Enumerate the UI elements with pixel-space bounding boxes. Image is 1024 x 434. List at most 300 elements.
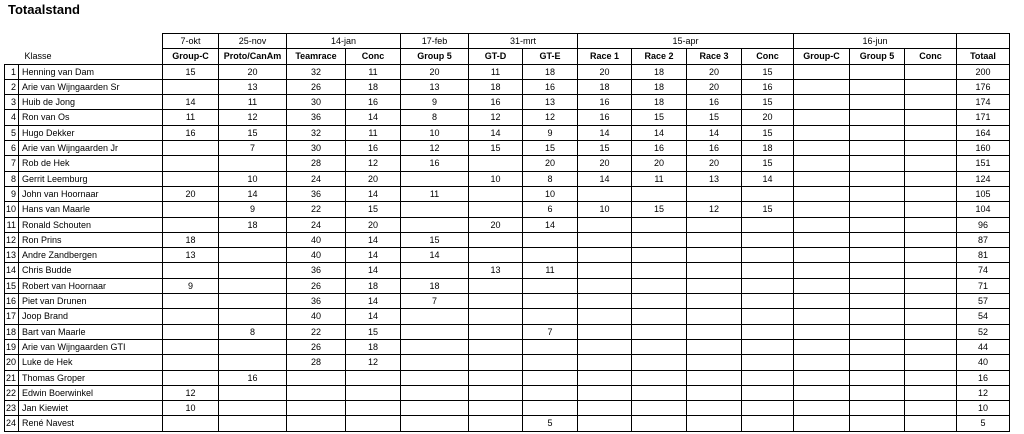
score-cell: 14 <box>578 125 632 140</box>
score-cell <box>905 125 957 140</box>
score-cell <box>794 186 850 201</box>
score-cell <box>401 324 469 339</box>
score-cell <box>687 278 742 293</box>
position-cell: 19 <box>5 339 19 354</box>
score-cell: 15 <box>163 64 219 79</box>
score-cell <box>905 202 957 217</box>
score-cell <box>687 186 742 201</box>
score-cell <box>346 416 401 431</box>
score-cell <box>905 186 957 201</box>
score-cell: 12 <box>219 110 287 125</box>
score-cell: 8 <box>219 324 287 339</box>
table-row <box>5 370 1010 385</box>
score-cell: 10 <box>401 125 469 140</box>
score-cell <box>850 110 905 125</box>
driver-name: Arie van Wijngaarden Jr <box>19 141 163 156</box>
score-cell <box>578 217 632 232</box>
score-cell: 20 <box>346 171 401 186</box>
score-cell: 14 <box>401 248 469 263</box>
score-cell <box>523 278 578 293</box>
score-cell <box>905 309 957 324</box>
position-cell: 7 <box>5 156 19 171</box>
date-header: 16-jun <box>794 34 957 49</box>
score-cell <box>163 370 219 385</box>
score-cell <box>469 294 523 309</box>
total-cell: 104 <box>957 202 1010 217</box>
score-cell: 12 <box>687 202 742 217</box>
score-cell: 20 <box>163 186 219 201</box>
score-cell: 20 <box>346 217 401 232</box>
score-cell <box>794 355 850 370</box>
table-row <box>5 95 1010 110</box>
score-cell <box>163 339 219 354</box>
position-cell: 2 <box>5 79 19 94</box>
score-cell: 20 <box>469 217 523 232</box>
score-cell: 8 <box>401 110 469 125</box>
position-cell: 18 <box>5 324 19 339</box>
score-cell <box>687 232 742 247</box>
score-cell <box>219 355 287 370</box>
klasse-label: Klasse <box>24 51 52 62</box>
table-row <box>5 416 1010 431</box>
score-cell: 13 <box>469 263 523 278</box>
score-cell: 40 <box>287 248 346 263</box>
score-cell <box>905 385 957 400</box>
position-cell: 20 <box>5 355 19 370</box>
score-cell: 36 <box>287 294 346 309</box>
score-cell <box>163 156 219 171</box>
driver-name: Jan Kiewiet <box>19 401 163 416</box>
column-header: Race 1 <box>578 49 632 64</box>
score-cell <box>850 79 905 94</box>
score-cell <box>632 355 687 370</box>
score-cell <box>578 339 632 354</box>
score-cell <box>794 324 850 339</box>
score-cell <box>905 324 957 339</box>
score-cell <box>905 110 957 125</box>
score-cell <box>219 156 287 171</box>
total-cell: 12 <box>957 385 1010 400</box>
score-cell <box>578 232 632 247</box>
position-cell: 6 <box>5 141 19 156</box>
driver-name: Andre Zandbergen <box>19 248 163 263</box>
score-cell: 9 <box>401 95 469 110</box>
position-cell: 13 <box>5 248 19 263</box>
score-cell <box>469 370 523 385</box>
column-header: Totaal <box>957 49 1010 64</box>
score-cell <box>742 370 794 385</box>
score-cell <box>632 278 687 293</box>
score-cell <box>742 294 794 309</box>
score-cell: 20 <box>687 64 742 79</box>
score-cell: 9 <box>163 278 219 293</box>
score-cell: 20 <box>219 64 287 79</box>
position-cell: 21 <box>5 370 19 385</box>
score-cell: 10 <box>523 186 578 201</box>
total-cell: 87 <box>957 232 1010 247</box>
score-cell <box>905 294 957 309</box>
score-cell <box>850 278 905 293</box>
score-cell: 14 <box>163 95 219 110</box>
score-cell <box>632 232 687 247</box>
score-cell <box>905 263 957 278</box>
score-cell <box>905 79 957 94</box>
score-cell <box>850 416 905 431</box>
score-cell <box>905 64 957 79</box>
table-row <box>5 202 1010 217</box>
total-cell: 57 <box>957 294 1010 309</box>
score-cell <box>632 416 687 431</box>
score-cell <box>850 156 905 171</box>
score-cell: 11 <box>346 64 401 79</box>
score-cell: 9 <box>523 125 578 140</box>
column-header: Group-C <box>163 49 219 64</box>
score-cell <box>687 248 742 263</box>
score-cell <box>578 248 632 263</box>
table-row <box>5 324 1010 339</box>
score-cell: 14 <box>523 217 578 232</box>
score-cell: 18 <box>469 79 523 94</box>
score-cell <box>523 232 578 247</box>
score-cell: 15 <box>742 202 794 217</box>
score-cell <box>905 339 957 354</box>
total-cell: 71 <box>957 278 1010 293</box>
score-cell <box>523 385 578 400</box>
score-cell <box>469 339 523 354</box>
score-cell <box>687 355 742 370</box>
score-cell <box>469 156 523 171</box>
score-cell <box>163 294 219 309</box>
score-cell: 13 <box>163 248 219 263</box>
score-cell <box>219 401 287 416</box>
driver-name: Robert van Hoornaar <box>19 278 163 293</box>
total-cell: 16 <box>957 370 1010 385</box>
score-cell <box>578 324 632 339</box>
score-cell <box>578 309 632 324</box>
score-cell <box>687 370 742 385</box>
score-cell: 18 <box>346 79 401 94</box>
score-cell: 10 <box>578 202 632 217</box>
score-cell <box>742 416 794 431</box>
score-cell <box>578 416 632 431</box>
score-cell: 14 <box>219 186 287 201</box>
score-cell <box>850 64 905 79</box>
score-cell <box>578 294 632 309</box>
score-cell: 28 <box>287 355 346 370</box>
score-cell <box>163 309 219 324</box>
score-cell: 10 <box>219 171 287 186</box>
score-cell: 26 <box>287 339 346 354</box>
score-cell: 14 <box>346 263 401 278</box>
score-cell: 14 <box>346 248 401 263</box>
driver-name: Chris Budde <box>19 263 163 278</box>
score-cell <box>632 248 687 263</box>
total-cell: 52 <box>957 324 1010 339</box>
column-header: Proto/CanAm <box>219 49 287 64</box>
score-cell: 22 <box>287 202 346 217</box>
score-cell <box>401 401 469 416</box>
score-cell <box>687 339 742 354</box>
position-cell: 23 <box>5 401 19 416</box>
score-cell <box>163 79 219 94</box>
score-cell <box>794 416 850 431</box>
table-row <box>5 355 1010 370</box>
score-cell: 15 <box>632 202 687 217</box>
score-cell: 16 <box>742 79 794 94</box>
score-cell <box>794 339 850 354</box>
score-cell: 15 <box>346 324 401 339</box>
score-cell <box>523 309 578 324</box>
driver-name: Luke de Hek <box>19 355 163 370</box>
position-cell: 14 <box>5 263 19 278</box>
total-cell: 124 <box>957 171 1010 186</box>
score-cell <box>905 355 957 370</box>
driver-name: Gerrit Leemburg <box>19 171 163 186</box>
driver-name: Huib de Jong <box>19 95 163 110</box>
position-cell: 3 <box>5 95 19 110</box>
score-cell <box>219 385 287 400</box>
score-cell <box>401 355 469 370</box>
score-cell: 12 <box>346 355 401 370</box>
score-cell: 14 <box>346 110 401 125</box>
score-cell <box>632 370 687 385</box>
score-cell: 15 <box>219 125 287 140</box>
score-cell <box>794 263 850 278</box>
table-row <box>5 278 1010 293</box>
score-cell <box>632 324 687 339</box>
score-cell: 40 <box>287 232 346 247</box>
score-cell: 18 <box>346 278 401 293</box>
column-header: Group 5 <box>850 49 905 64</box>
driver-name: Bart van Maarle <box>19 324 163 339</box>
score-cell <box>219 263 287 278</box>
table-row <box>5 110 1010 125</box>
score-cell: 16 <box>163 125 219 140</box>
score-cell <box>632 294 687 309</box>
score-cell: 12 <box>523 110 578 125</box>
score-cell: 11 <box>163 110 219 125</box>
score-cell: 14 <box>346 186 401 201</box>
score-cell <box>401 370 469 385</box>
score-cell <box>687 263 742 278</box>
position-cell: 1 <box>5 64 19 79</box>
score-cell <box>219 232 287 247</box>
score-cell: 18 <box>401 278 469 293</box>
score-cell <box>850 186 905 201</box>
standings-table <box>4 33 1010 432</box>
score-cell <box>742 385 794 400</box>
score-cell <box>401 416 469 431</box>
score-cell <box>163 202 219 217</box>
score-cell <box>346 401 401 416</box>
score-cell <box>687 309 742 324</box>
score-cell <box>794 95 850 110</box>
score-cell: 16 <box>632 141 687 156</box>
score-cell: 20 <box>578 156 632 171</box>
score-cell <box>287 370 346 385</box>
score-cell: 18 <box>163 232 219 247</box>
score-cell: 10 <box>469 171 523 186</box>
score-cell <box>578 263 632 278</box>
score-cell <box>742 309 794 324</box>
table-row <box>5 385 1010 400</box>
column-header: Conc <box>742 49 794 64</box>
score-cell <box>905 141 957 156</box>
driver-name: Hugo Dekker <box>19 125 163 140</box>
score-cell <box>523 370 578 385</box>
score-cell <box>578 370 632 385</box>
score-cell <box>346 370 401 385</box>
score-cell: 15 <box>469 141 523 156</box>
score-cell <box>163 171 219 186</box>
driver-name: Ronald Schouten <box>19 217 163 232</box>
score-cell: 16 <box>578 95 632 110</box>
table-row <box>5 294 1010 309</box>
position-cell: 15 <box>5 278 19 293</box>
driver-name: Hans van Maarle <box>19 202 163 217</box>
score-cell: 36 <box>287 263 346 278</box>
score-cell: 22 <box>287 324 346 339</box>
score-cell <box>687 385 742 400</box>
table-row <box>5 171 1010 186</box>
score-cell: 16 <box>687 141 742 156</box>
table-row <box>5 217 1010 232</box>
score-cell <box>850 217 905 232</box>
score-cell <box>401 385 469 400</box>
position-cell: 9 <box>5 186 19 201</box>
score-cell: 16 <box>687 95 742 110</box>
score-cell: 15 <box>742 156 794 171</box>
score-cell <box>469 401 523 416</box>
score-cell <box>469 324 523 339</box>
score-cell: 20 <box>687 156 742 171</box>
score-cell <box>163 355 219 370</box>
score-cell <box>850 385 905 400</box>
driver-name: Ron Prins <box>19 232 163 247</box>
score-cell: 32 <box>287 125 346 140</box>
score-cell: 15 <box>742 64 794 79</box>
score-cell <box>469 309 523 324</box>
score-cell <box>742 248 794 263</box>
driver-name: Joop Brand <box>19 309 163 324</box>
table-row <box>5 141 1010 156</box>
total-cell: 44 <box>957 339 1010 354</box>
table-row <box>5 232 1010 247</box>
score-cell <box>163 416 219 431</box>
score-cell <box>850 171 905 186</box>
score-cell <box>287 401 346 416</box>
score-cell: 26 <box>287 278 346 293</box>
driver-name: Edwin Boerwinkel <box>19 385 163 400</box>
score-cell <box>219 294 287 309</box>
score-cell: 36 <box>287 110 346 125</box>
driver-name: Thomas Groper <box>19 370 163 385</box>
empty-cell <box>957 34 1010 49</box>
score-cell: 20 <box>401 64 469 79</box>
score-cell <box>401 339 469 354</box>
score-cell <box>632 401 687 416</box>
score-cell: 16 <box>469 95 523 110</box>
position-cell: 8 <box>5 171 19 186</box>
score-cell <box>794 79 850 94</box>
score-cell: 15 <box>687 110 742 125</box>
score-cell <box>850 248 905 263</box>
driver-name: Arie van Wijngaarden Sr <box>19 79 163 94</box>
score-cell: 14 <box>687 125 742 140</box>
score-cell <box>794 125 850 140</box>
score-cell <box>742 232 794 247</box>
date-header-row <box>5 34 1010 49</box>
score-cell <box>469 416 523 431</box>
score-cell: 24 <box>287 171 346 186</box>
position-cell: 22 <box>5 385 19 400</box>
score-cell: 18 <box>219 217 287 232</box>
score-cell <box>401 217 469 232</box>
score-cell: 20 <box>687 79 742 94</box>
score-cell: 14 <box>578 171 632 186</box>
score-cell <box>469 385 523 400</box>
score-cell <box>578 385 632 400</box>
table-row <box>5 339 1010 354</box>
score-cell: 36 <box>287 186 346 201</box>
score-cell <box>163 217 219 232</box>
score-cell <box>219 309 287 324</box>
score-cell <box>850 401 905 416</box>
score-cell <box>687 416 742 431</box>
score-cell <box>850 355 905 370</box>
table-row <box>5 156 1010 171</box>
total-cell: 200 <box>957 64 1010 79</box>
score-cell <box>523 339 578 354</box>
score-cell <box>742 263 794 278</box>
score-cell <box>850 125 905 140</box>
score-cell <box>905 248 957 263</box>
score-cell <box>401 171 469 186</box>
date-header: 31-mrt <box>469 34 578 49</box>
driver-name: Piet van Drunen <box>19 294 163 309</box>
position-cell: 12 <box>5 232 19 247</box>
score-cell <box>794 232 850 247</box>
table-row <box>5 401 1010 416</box>
score-cell <box>687 217 742 232</box>
score-cell: 28 <box>287 156 346 171</box>
score-cell <box>578 355 632 370</box>
score-cell <box>742 324 794 339</box>
table-row <box>5 79 1010 94</box>
score-cell: 18 <box>346 339 401 354</box>
score-cell: 20 <box>742 110 794 125</box>
driver-name: Ron van Os <box>19 110 163 125</box>
score-cell: 11 <box>219 95 287 110</box>
score-cell <box>850 324 905 339</box>
score-cell: 12 <box>469 110 523 125</box>
score-cell <box>794 248 850 263</box>
score-cell: 7 <box>401 294 469 309</box>
score-cell <box>905 95 957 110</box>
total-cell: 40 <box>957 355 1010 370</box>
score-cell <box>163 141 219 156</box>
score-cell: 18 <box>632 79 687 94</box>
score-cell <box>742 401 794 416</box>
table-row <box>5 248 1010 263</box>
score-cell <box>287 385 346 400</box>
score-cell: 15 <box>742 125 794 140</box>
column-header: Conc <box>346 49 401 64</box>
score-cell: 18 <box>578 79 632 94</box>
score-cell: 18 <box>632 95 687 110</box>
score-cell: 14 <box>346 232 401 247</box>
score-cell: 13 <box>687 171 742 186</box>
